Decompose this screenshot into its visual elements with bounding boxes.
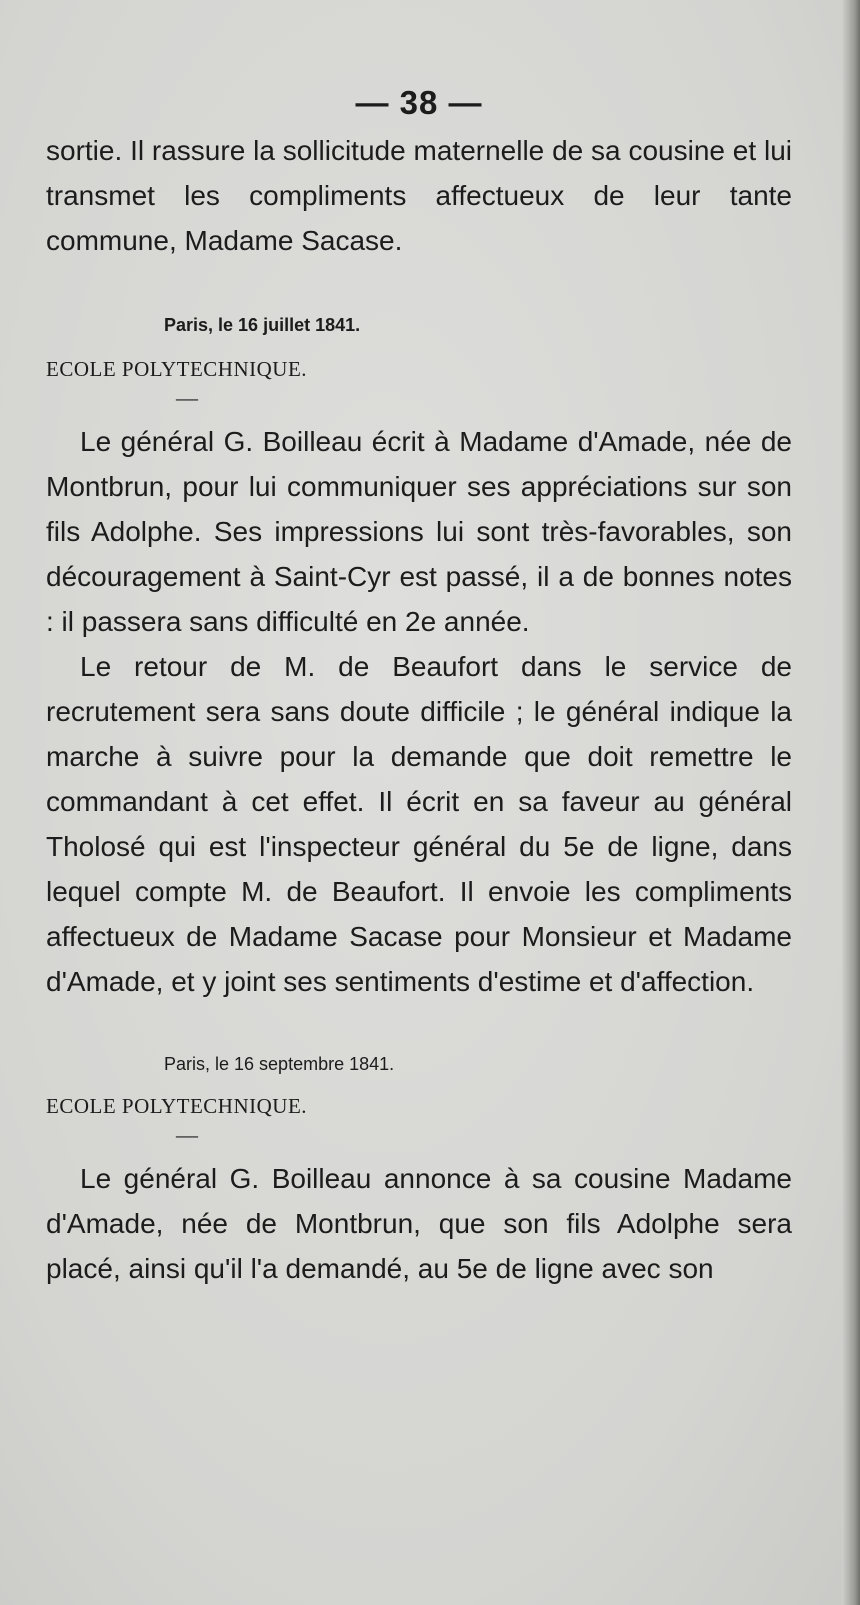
letter1-dateline: Paris, le 16 juillet 1841.	[164, 315, 361, 335]
letter2-dash: —	[176, 1122, 198, 1147]
letter1-paragraph-2: Le retour de M. de Beaufort dans le service de recrutement sera sans doute difficile ; le général indique la marche à suivre pour la demande que doit remettre le commandant à cet effet. Il écrit en sa faveur au général Tholosé qui est l'inspecteur général du 5e de ligne, dans lequel compte M. de Beaufort. Il envoie les compliments affectueux de Madame Sacase pour Monsieur et Madame d'Amade, et y joint ses sentiments d'estime et d'affection.	[46, 651, 792, 997]
letter2-heading: ECOLE POLYTECHNIQUE.	[46, 1094, 308, 1118]
paragraph-continuation: sortie. Il rassure la sollicitude maternelle de sa cousine et lui transmet les compliments affectueux de leur tante commune, Madame Sacase.	[46, 135, 792, 256]
letter1-dash: —	[176, 385, 198, 410]
letter1-heading: ECOLE POLYTECHNIQUE.	[46, 357, 308, 381]
letter2-paragraph-1: Le général G. Boilleau annonce à sa cousine Madame d'Amade, née de Montbrun, que son fils Adolphe sera placé, ainsi qu'il l'a demandé, au 5e de ligne avec son	[46, 1163, 792, 1284]
page-content	[46, 78, 792, 1291]
letter1-paragraph-1: Le général G. Boilleau écrit à Madame d'Amade, née de Montbrun, pour lui communiquer ses appréciations sur son fils Adolphe. Ses impressions lui sont très-favorables, son découragement à Saint-Cyr est passé, il a de bonnes notes : il passera sans difficulté en 2e année.	[46, 426, 792, 637]
page-edge	[842, 0, 860, 1605]
letter2-dateline: Paris, le 16 septembre 1841.	[164, 1054, 395, 1074]
page-number: — 38 —	[355, 84, 483, 121]
